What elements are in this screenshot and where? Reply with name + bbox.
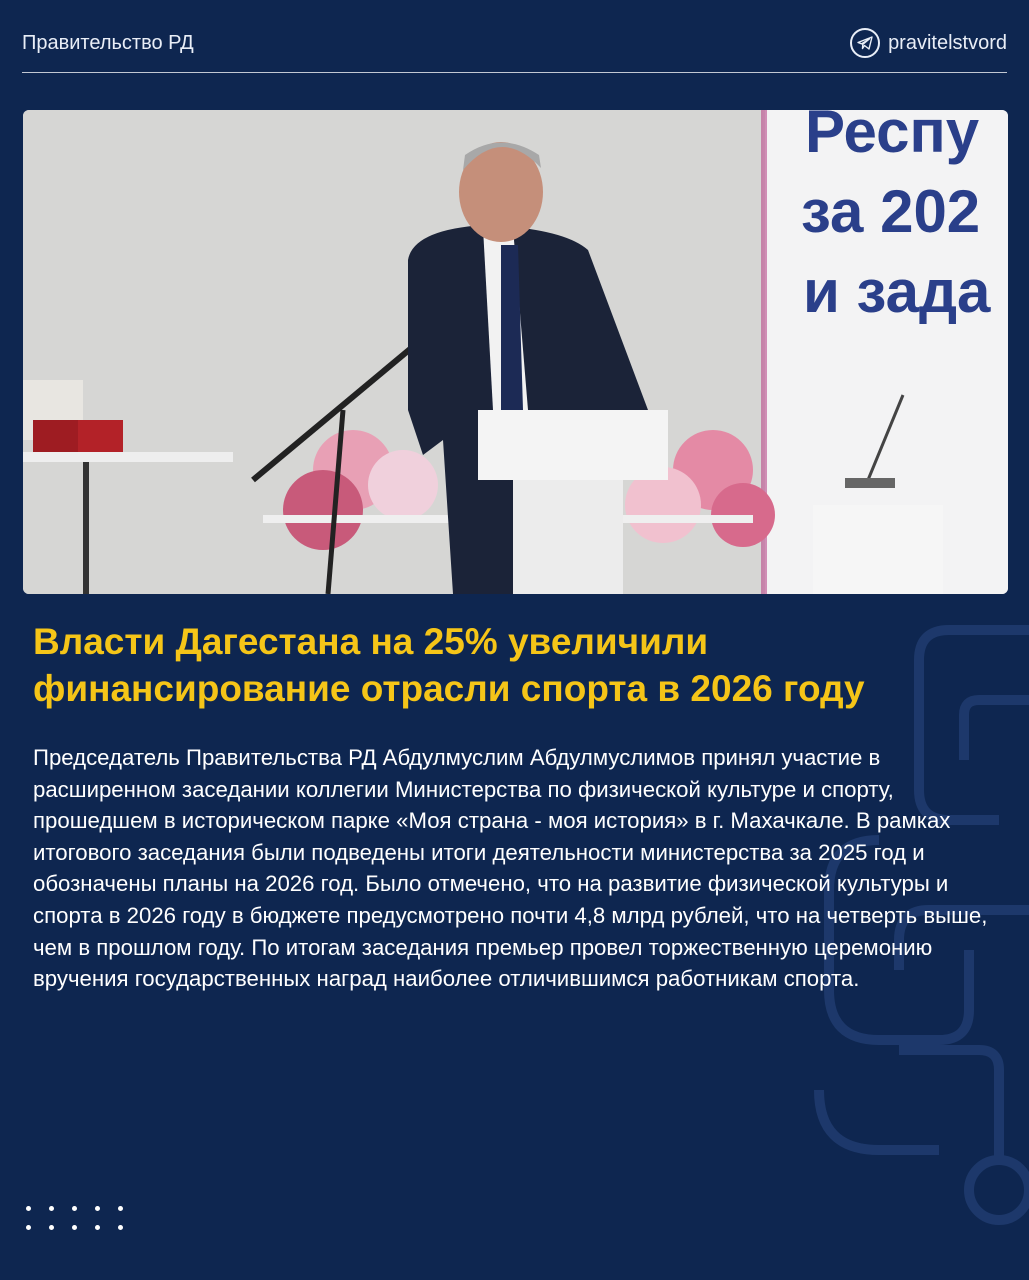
- article-headline: Власти Дагестана на 25% увеличили финансирование отрасли спорта в 2026 году: [33, 621, 865, 709]
- telegram-link[interactable]: [850, 28, 1007, 58]
- brand-name: Правительство РД: [22, 32, 194, 54]
- header: [22, 28, 1007, 73]
- dots-grid-icon: [26, 1206, 123, 1230]
- telegram-channel: pravitelstvord: [888, 31, 1007, 54]
- telegram-icon: [850, 28, 880, 58]
- article-body: Председатель Правительства РД Абдулмуслим Абдулмуслимов принял участие в расширенном заседании коллегии Министерства по физической культуре и спорту, прошедшем в историческом парке «Моя страна - моя история» в г. Махачкале. В рамках итогового заседания были подведены итоги деятельности министерства за 2025 год и обозначены планы на 2026 год. Было отмечено, что на развитие физической культуры и спорта в 2026 году в бюджете предусмотрено почти 4,8 млрд рублей, что на четверть выше, чем в прошлом году. По итогам заседания премьер провел торжественную церемонию вручения государственных наград наиболее отличившимся работникам спорта.: [33, 745, 988, 992]
- screen-text-3: и зада: [803, 258, 991, 325]
- screen-text-2: за 202: [801, 178, 981, 245]
- screen-text-1: Респу: [805, 110, 980, 165]
- news-photo: [23, 110, 1008, 594]
